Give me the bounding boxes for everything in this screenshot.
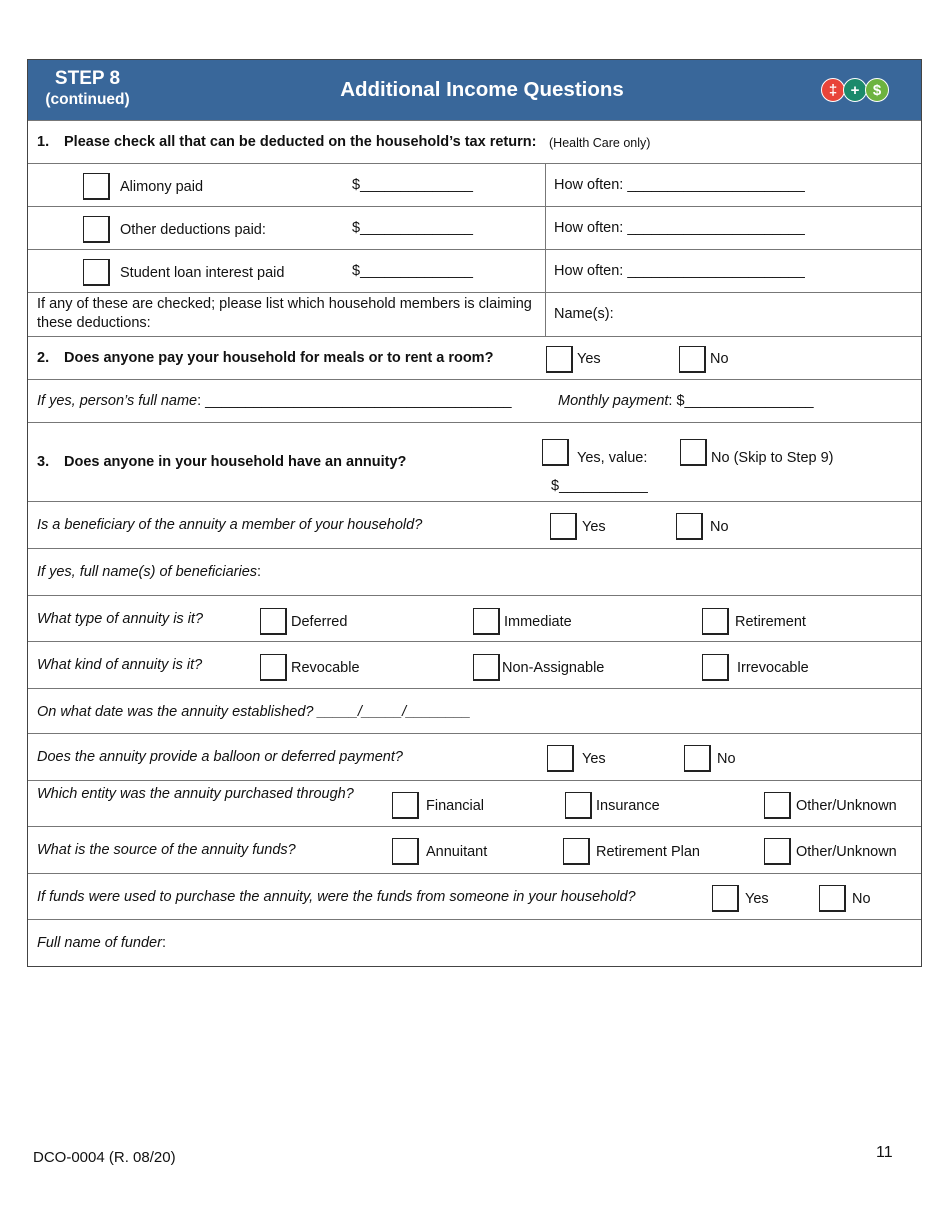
type-deferred-checkbox[interactable] [260, 608, 287, 635]
funds-yes-checkbox[interactable] [712, 885, 739, 912]
source-retirement-plan-checkbox[interactable] [563, 838, 590, 865]
source-annuitant-checkbox[interactable] [392, 838, 419, 865]
q1-note: (Health Care only) [549, 136, 651, 150]
yes-label: Yes [745, 891, 769, 907]
option-label: Retirement [735, 614, 806, 630]
annuity-type-row [28, 595, 921, 641]
program-logo [823, 78, 889, 102]
option-label: Revocable [291, 660, 360, 676]
student-loan-how-often-field[interactable]: How often: ______________________ [554, 263, 805, 279]
source-question: What is the source of the annuity funds? [37, 842, 296, 858]
option-label: Insurance [596, 798, 660, 814]
type-retirement-checkbox[interactable] [702, 608, 729, 635]
kind-non-assignable-checkbox[interactable] [473, 654, 500, 681]
q2-no-checkbox[interactable] [679, 346, 706, 373]
option-label: Irrevocable [737, 660, 809, 676]
option-label: Financial [426, 798, 485, 814]
household-funds-row [28, 873, 921, 919]
option-label: Other/Unknown [796, 798, 897, 814]
annuity-kind-row [28, 641, 921, 688]
yes-value-label: Yes, value: [577, 450, 648, 466]
deduction-row [28, 163, 921, 206]
type-immediate-checkbox[interactable] [473, 608, 500, 635]
no-skip-label: No (Skip to Step 9) [711, 450, 834, 466]
q2-yes-checkbox[interactable] [546, 346, 573, 373]
q1-question: Please check all that can be deducted on the household’s tax return: [64, 134, 537, 150]
step-header [28, 60, 921, 120]
step-number: STEP 8 [54, 68, 121, 89]
source-other-checkbox[interactable] [764, 838, 791, 865]
plus-icon: + [843, 78, 867, 102]
funds-no-checkbox[interactable] [819, 885, 846, 912]
entity-other-checkbox[interactable] [764, 792, 791, 819]
entity-financial-checkbox[interactable] [392, 792, 419, 819]
option-label: Annuitant [426, 844, 488, 860]
no-label: No [717, 751, 736, 767]
beneficiary-no-checkbox[interactable] [676, 513, 703, 540]
kind-irrevocable-checkbox[interactable] [702, 654, 729, 681]
established-date-row [28, 688, 921, 733]
option-label: Immediate [504, 614, 572, 630]
entity-insurance-checkbox[interactable] [565, 792, 592, 819]
student-loan-checkbox[interactable] [83, 259, 110, 286]
q1-row [28, 120, 921, 163]
names-field[interactable]: Name(s): [554, 306, 614, 322]
claiming-text: If any of these are checked; please list which household members is claiming these deductions: [37, 296, 532, 331]
balloon-yes-checkbox[interactable] [547, 745, 574, 772]
funder-name-field[interactable]: Full name of funder: [37, 935, 166, 951]
deduction-row [28, 206, 921, 249]
yes-label: Yes [577, 351, 601, 367]
yes-label: Yes [582, 751, 606, 767]
beneficiary-question: Is a beneficiary of the annuity a member of your household? [37, 517, 423, 533]
yes-label: Yes [582, 519, 606, 535]
utensils-icon: ‡ [821, 78, 845, 102]
payer-name-field[interactable]: If yes, person’s full name: ______________________________________ [37, 393, 512, 409]
option-label: Retirement Plan [596, 844, 700, 860]
balloon-no-checkbox[interactable] [684, 745, 711, 772]
annuity-kind-question: What kind of annuity is it? [37, 657, 203, 673]
page-title: Additional Income Questions [340, 78, 624, 101]
funder-name-row [28, 919, 921, 966]
q3-number: 3. [37, 454, 50, 470]
no-label: No [852, 891, 871, 907]
q3-row [28, 422, 921, 501]
q3-no-checkbox[interactable] [680, 439, 707, 466]
beneficiary-names-field[interactable]: If yes, full name(s) of beneficiaries: [37, 564, 262, 580]
option-label: Other/Unknown [796, 844, 897, 860]
meals-payer-row [28, 379, 921, 422]
claiming-members-row [28, 292, 921, 336]
beneficiary-names-row [28, 548, 921, 595]
balloon-payment-row [28, 733, 921, 780]
balloon-question: Does the annuity provide a balloon or deferred payment? [37, 749, 403, 765]
other-deductions-checkbox[interactable] [83, 216, 110, 243]
beneficiary-row [28, 501, 921, 548]
annuity-value-field[interactable]: $___________ [551, 478, 648, 494]
form-id: DCO-0004 (R. 08/20) [33, 1149, 176, 1166]
deduction-label: Student loan interest paid [120, 265, 285, 281]
fund-source-row [28, 826, 921, 873]
step-continued: (continued) [45, 90, 130, 108]
q3-yes-checkbox[interactable] [542, 439, 569, 466]
deduction-label: Alimony paid [120, 179, 204, 195]
deduction-row [28, 249, 921, 292]
page-number: 11 [876, 1144, 893, 1161]
no-label: No [710, 519, 729, 535]
established-date-field[interactable]: On what date was the annuity established? _____/_____/________ [37, 704, 471, 720]
no-label: No [710, 351, 729, 367]
option-label: Deferred [291, 614, 348, 630]
student-loan-amount-field[interactable]: $______________ [352, 263, 473, 279]
monthly-payment-field[interactable]: Monthly payment: $________________ [558, 393, 814, 409]
q2-row [28, 336, 921, 379]
entity-question: Which entity was the annuity purchased through? [37, 786, 354, 802]
q2-number: 2. [37, 350, 50, 366]
other-deductions-how-often-field[interactable]: How often: ______________________ [554, 220, 805, 236]
q2-question: Does anyone pay your household for meals or to rent a room? [64, 350, 494, 366]
q3-question: Does anyone in your household have an annuity? [64, 454, 407, 470]
additional-income-form [27, 59, 922, 967]
deduction-label: Other deductions paid: [120, 222, 266, 238]
dollar-icon: $ [865, 78, 889, 102]
beneficiary-yes-checkbox[interactable] [550, 513, 577, 540]
alimony-checkbox[interactable] [83, 173, 110, 200]
kind-revocable-checkbox[interactable] [260, 654, 287, 681]
purchase-entity-row [28, 780, 921, 826]
alimony-how-often-field[interactable]: How often: ______________________ [554, 177, 805, 193]
q1-number: 1. [37, 134, 50, 150]
household-funds-question: If funds were used to purchase the annuity, were the funds from someone in your household? [37, 889, 636, 905]
option-label: Non-Assignable [502, 660, 605, 676]
alimony-amount-field[interactable]: $______________ [352, 177, 473, 193]
other-deductions-amount-field[interactable]: $______________ [352, 220, 473, 236]
annuity-type-question: What type of annuity is it? [37, 611, 204, 627]
